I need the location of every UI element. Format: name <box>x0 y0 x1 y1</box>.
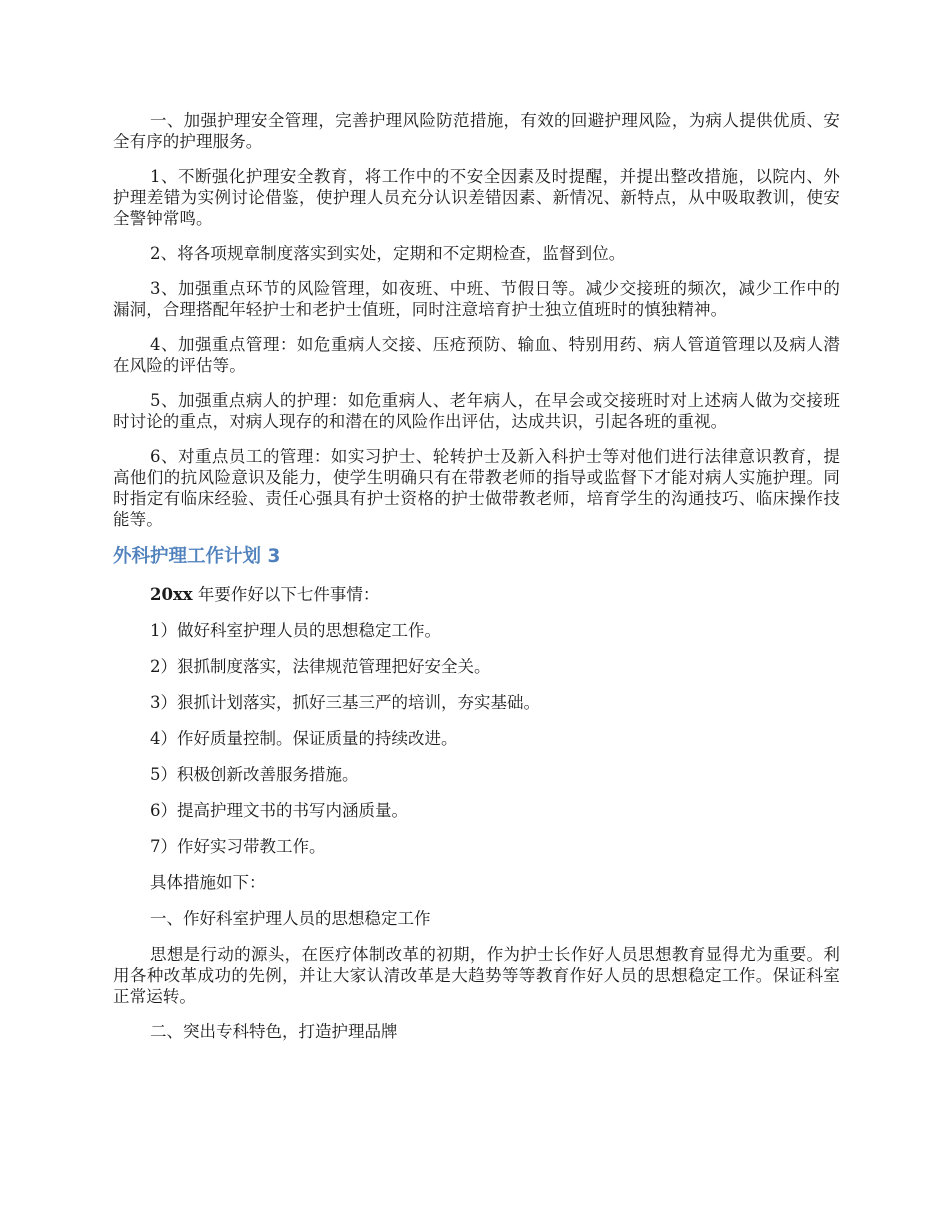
list-item: 4）作好质量控制。保证质量的持续改进。 <box>150 729 458 748</box>
intro-year: 20xx <box>150 585 193 604</box>
measures-label: 具体措施如下： <box>150 873 266 892</box>
paragraph-key-management: 4、加强重点管理：如危重病人交接、压疮预防、输血、特别用药、病人管道管理以及病人潜在风险的评估等。 <box>113 335 840 375</box>
paragraph-key-link-risk: 3、加强重点环节的风险管理，如夜班、中班、节假日等。减少交接班的频次，减少工作中的漏洞，合理搭配年轻护士和老护士值班，同时注意培育护士独立值班时的慎独精神。 <box>113 279 840 319</box>
paragraph-safety-management: 一、加强护理安全管理，完善护理风险防范措施，有效的回避护理风险，为病人提供优质、安全有序的护理服务。 <box>113 111 840 151</box>
list-item: 1）做好科室护理人员的思想稳定工作。 <box>150 621 441 640</box>
paragraph-rules-implementation: 2、将各项规章制度落实到实处，定期和不定期检查，监督到位。 <box>150 244 626 263</box>
intro-line <box>113 584 840 605</box>
intro-text: 年要作好以下七件事情： <box>192 585 380 604</box>
list-item: 7）作好实习带教工作。 <box>150 837 326 856</box>
list-item: 3）狠抓计划落实，抓好三基三严的培训，夯实基础。 <box>150 693 540 712</box>
list-item: 5）积极创新改善服务措施。 <box>150 765 359 784</box>
paragraph-safety-education: 1、不断强化护理安全教育，将工作中的不安全因素及时提醒，并提出整改措施，以院内、外护理差错为实例讨论借鉴，使护理人员充分认识差错因素、新情况、新特点，从中吸取教训，使安全警钟常鸣。 <box>113 167 840 228</box>
measure-1-title: 一、作好科室护理人员的思想稳定工作 <box>150 909 431 928</box>
section-heading: 外科护理工作计划 3 <box>113 546 281 567</box>
measure-2-title: 二、突出专科特色，打造护理品牌 <box>150 1022 398 1041</box>
measure-1-body: 思想是行动的源头，在医疗体制改革的初期，作为护士长作好人员思想教育显得尤为重要。利用各种改革成功的先例，并让大家认清改革是大趋势等等教育作好人员的思想稳定工作。保证科室正常运转。 <box>113 945 840 1006</box>
document-page <box>113 110 840 1057</box>
paragraph-key-patient-care: 5、加强重点病人的护理：如危重病人、老年病人，在早会或交接班时对上述病人做为交接班时讨论的重点，对病人现存的和潜在的风险作出评估，达成共识，引起各班的重视。 <box>113 391 840 431</box>
list-item: 2）狠抓制度落实，法律规范管理把好安全关。 <box>150 657 491 676</box>
paragraph-key-staff-management: 6、对重点员工的管理：如实习护士、轮转护士及新入科护士等对他们进行法律意识教育，提高他们的抗风险意识及能力，使学生明确只有在带教老师的指导或监督下才能对病人实施护理。同时指定有临床经验、责任心强具有护士资格的护士做带教老师，培育学生的沟通技巧、临床操作技能等。 <box>113 447 840 529</box>
list-item: 6）提高护理文书的书写内涵质量。 <box>150 801 408 820</box>
